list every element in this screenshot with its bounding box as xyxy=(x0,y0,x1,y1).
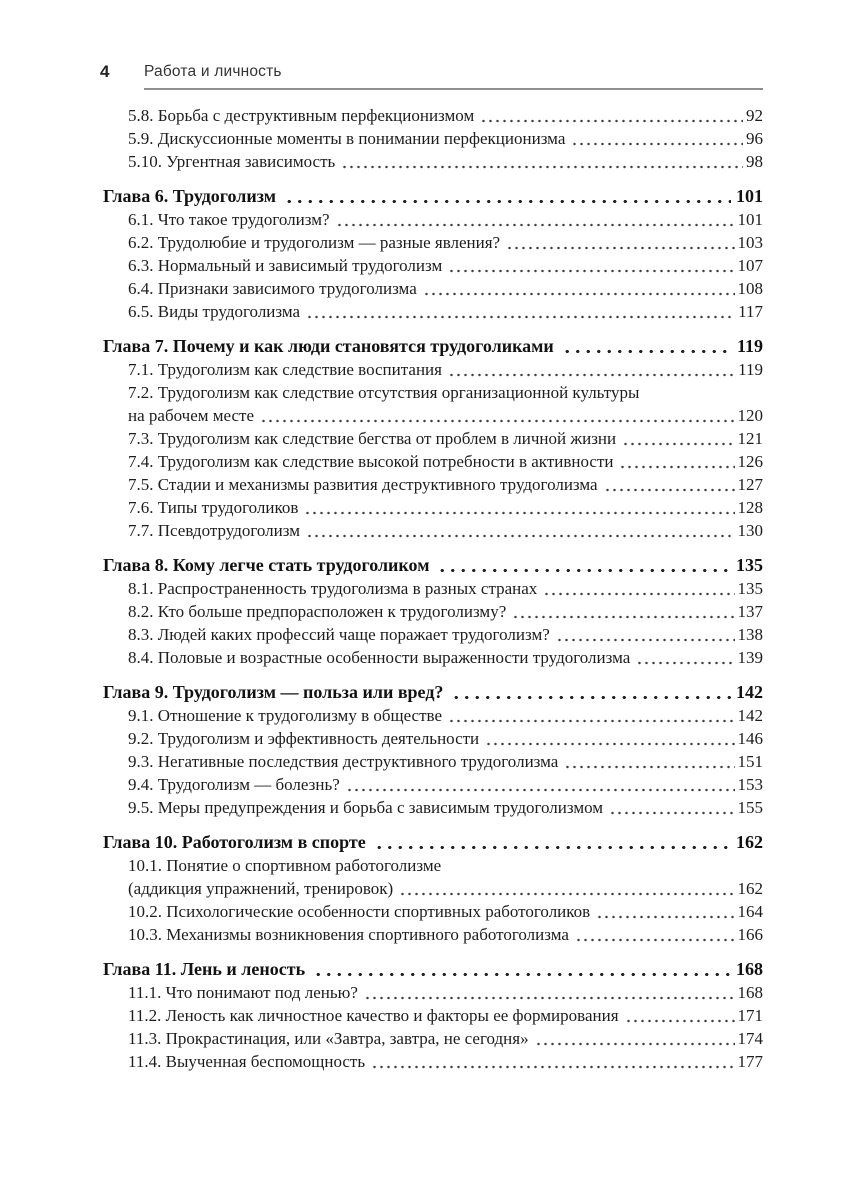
toc-entry xyxy=(103,429,763,449)
toc-entry xyxy=(103,1029,763,1049)
leader-dots xyxy=(449,681,733,703)
leader-dots xyxy=(541,579,736,599)
entry-page-number: 142 xyxy=(736,682,763,702)
entry-page-number: 128 xyxy=(737,498,763,517)
leader-dots xyxy=(372,831,733,853)
leader-dots xyxy=(304,521,737,541)
toc-entry xyxy=(103,681,763,703)
entry-title: 11.4. Выученная беспомощность xyxy=(128,1052,366,1071)
entry-title: 10.1. Понятие о спортивном работоголизме xyxy=(128,856,442,875)
entry-page-number: 119 xyxy=(736,336,763,356)
entry-page-number: 117 xyxy=(738,302,763,321)
entry-title: 6.1. Что такое трудоголизм? xyxy=(128,210,330,229)
entry-page-number: 155 xyxy=(737,798,763,817)
entry-page-number: 130 xyxy=(737,521,763,540)
toc-entry xyxy=(103,925,763,945)
toc-entry xyxy=(103,775,763,795)
leader-dots xyxy=(510,602,736,622)
toc-entry-first-line xyxy=(103,383,763,403)
entry-title: 5.8. Борьба с деструктивным перфекционизмом xyxy=(128,106,475,125)
entry-page-number: 96 xyxy=(746,129,763,148)
leader-dots xyxy=(533,1029,737,1049)
leader-dots xyxy=(344,775,737,795)
entry-page-number: 164 xyxy=(737,902,763,921)
entry-page-number: 135 xyxy=(736,555,763,575)
toc-entry xyxy=(103,302,763,322)
entry-title: 7.6. Типы трудоголиков xyxy=(128,498,299,517)
leader-dots xyxy=(362,983,737,1003)
entry-title: 6.4. Признаки зависимого трудоголизма xyxy=(128,279,417,298)
leader-dots xyxy=(446,256,736,276)
entry-title: 11.3. Прокрастинация, или «Завтра, завтра, не сегодня» xyxy=(128,1029,529,1048)
entry-title: 8.3. Людей каких профессий чаще поражает трудоголизм? xyxy=(128,625,550,644)
leader-dots xyxy=(573,925,737,945)
toc-entry xyxy=(103,106,763,126)
entry-title: 8.1. Распространенность трудоголизма в разных странах xyxy=(128,579,538,598)
entry-page-number: 153 xyxy=(737,775,763,794)
entry-page-number: 146 xyxy=(737,729,763,748)
toc-entry xyxy=(103,729,763,749)
entry-title: Глава 8. Кому легче стать трудоголиком xyxy=(103,555,430,575)
toc-entry xyxy=(103,360,763,380)
entry-page-number: 98 xyxy=(746,152,763,171)
entry-page-number: 103 xyxy=(737,233,763,252)
entry-page-number: 119 xyxy=(738,360,763,379)
entry-page-number: 174 xyxy=(737,1029,763,1048)
entry-page-number: 121 xyxy=(737,429,763,448)
leader-dots xyxy=(435,554,733,576)
entry-title: 7.2. Трудоголизм как следствие отсутствия организационной культуры xyxy=(128,383,640,402)
entry-title: 7.7. Псевдотрудоголизм xyxy=(128,521,300,540)
toc-entry xyxy=(103,521,763,541)
entry-title: Глава 6. Трудоголизм xyxy=(103,186,277,206)
page-header xyxy=(100,62,763,90)
toc-entry xyxy=(103,554,763,576)
toc-entry-first-line xyxy=(103,856,763,876)
folio-page-number: 4 xyxy=(100,62,110,81)
leader-dots xyxy=(504,233,736,253)
entry-page-number: 166 xyxy=(737,925,763,944)
entry-page-number: 151 xyxy=(737,752,763,771)
toc-entry xyxy=(103,752,763,772)
leader-dots xyxy=(562,752,736,772)
leader-dots xyxy=(311,958,733,980)
entry-page-number: 162 xyxy=(737,879,763,898)
leader-dots xyxy=(607,798,736,818)
toc-entry xyxy=(103,706,763,726)
toc-entry xyxy=(103,498,763,518)
entry-title: 10.3. Механизмы возникновения спортивного работоголизма xyxy=(128,925,569,944)
entry-title: 7.1. Трудоголизм как следствие воспитания xyxy=(128,360,442,379)
entry-page-number: 108 xyxy=(737,279,763,298)
toc-entry xyxy=(103,129,763,149)
entry-page-number: 162 xyxy=(736,832,763,852)
toc-entry xyxy=(103,256,763,276)
leader-dots xyxy=(569,129,745,149)
entry-title: 9.1. Отношение к трудоголизму в обществе xyxy=(128,706,443,725)
toc-entry xyxy=(103,185,763,207)
entry-title: 9.2. Трудоголизм и эффективность деятельности xyxy=(128,729,480,748)
toc-entry xyxy=(103,1052,763,1072)
entry-title: 9.5. Меры предупреждения и борьба с зависимым трудоголизмом xyxy=(128,798,604,817)
entry-page-number: 137 xyxy=(737,602,763,621)
toc-entry xyxy=(103,983,763,1003)
leader-dots xyxy=(421,279,737,299)
entry-title: 11.1. Что понимают под ленью? xyxy=(128,983,358,1002)
leader-dots xyxy=(623,1006,737,1026)
leader-dots xyxy=(339,152,745,172)
toc-entry xyxy=(103,648,763,668)
entry-page-number: 101 xyxy=(737,210,763,229)
toc-entry xyxy=(103,233,763,253)
entry-page-number: 142 xyxy=(737,706,763,725)
toc-entry xyxy=(103,625,763,645)
entry-title: 5.9. Дискуссионные моменты в понимании перфекционизма xyxy=(128,129,566,148)
leader-dots xyxy=(560,335,734,357)
entry-page-number: 171 xyxy=(737,1006,763,1025)
toc-entry xyxy=(103,831,763,853)
leader-dots xyxy=(334,210,737,230)
toc-entry xyxy=(103,902,763,922)
entry-title: Глава 11. Лень и леность xyxy=(103,959,306,979)
entry-title: 10.2. Психологические особенности спортивных работоголиков xyxy=(128,902,591,921)
leader-dots xyxy=(369,1052,736,1072)
leader-dots xyxy=(602,475,737,495)
toc-list xyxy=(103,103,763,1072)
leader-dots xyxy=(446,360,737,380)
leader-dots xyxy=(594,902,736,922)
entry-page-number: 127 xyxy=(737,475,763,494)
entry-title: 8.2. Кто больше предпорасположен к трудоголизму? xyxy=(128,602,507,621)
entry-title: 6.5. Виды трудоголизма xyxy=(128,302,301,321)
toc-entry xyxy=(103,152,763,172)
leader-dots xyxy=(483,729,736,749)
header-rule xyxy=(144,63,763,90)
leader-dots xyxy=(634,648,736,668)
entry-title: 9.3. Негативные последствия деструктивного трудоголизма xyxy=(128,752,559,771)
entry-page-number: 168 xyxy=(737,983,763,1002)
entry-title: Глава 7. Почему и как люди становятся трудоголиками xyxy=(103,336,554,356)
entry-page-number: 138 xyxy=(737,625,763,644)
toc-entry xyxy=(103,335,763,357)
leader-dots xyxy=(304,302,737,322)
entry-title: 11.2. Леность как личностное качество и факторы ее формирования xyxy=(128,1006,619,1025)
entry-title: 6.3. Нормальный и зависимый трудоголизм xyxy=(128,256,443,275)
toc-entry xyxy=(103,475,763,495)
leader-dots xyxy=(617,452,736,472)
leader-dots xyxy=(446,706,736,726)
toc-entry xyxy=(103,798,763,818)
entry-title: 9.4. Трудоголизм — болезнь? xyxy=(128,775,340,794)
toc-entry xyxy=(103,210,763,230)
toc-entry xyxy=(103,406,763,426)
entry-title: на рабочем месте xyxy=(128,406,254,425)
leader-dots xyxy=(554,625,737,645)
entry-page-number: 126 xyxy=(737,452,763,471)
entry-title: 7.5. Стадии и механизмы развития деструктивного трудоголизма xyxy=(128,475,598,494)
toc-entry xyxy=(103,579,763,599)
entry-page-number: 92 xyxy=(746,106,763,125)
leader-dots xyxy=(302,498,736,518)
running-title: Работа и личность xyxy=(144,63,282,80)
toc-entry xyxy=(103,1006,763,1026)
entry-title: 5.10. Ургентная зависимость xyxy=(128,152,336,171)
leader-dots xyxy=(397,879,736,899)
toc-entry xyxy=(103,879,763,899)
entry-title: 7.3. Трудоголизм как следствие бегства от проблем в личной жизни xyxy=(128,429,617,448)
leader-dots xyxy=(282,185,733,207)
entry-title: 8.4. Половые и возрастные особенности выраженности трудоголизма xyxy=(128,648,631,667)
entry-page-number: 168 xyxy=(736,959,763,979)
toc-entry xyxy=(103,452,763,472)
entry-title: Глава 9. Трудоголизм — польза или вред? xyxy=(103,682,444,702)
entry-page-number: 120 xyxy=(737,406,763,425)
entry-title: 7.4. Трудоголизм как следствие высокой потребности в активности xyxy=(128,452,614,471)
leader-dots xyxy=(478,106,745,126)
entry-title: 6.2. Трудолюбие и трудоголизм — разные явления? xyxy=(128,233,501,252)
toc-entry xyxy=(103,602,763,622)
entry-title: (аддикция упражнений, тренировок) xyxy=(128,879,394,898)
leader-dots xyxy=(620,429,736,449)
entry-page-number: 139 xyxy=(737,648,763,667)
toc-entry xyxy=(103,958,763,980)
toc-entry xyxy=(103,279,763,299)
entry-page-number: 107 xyxy=(737,256,763,275)
leader-dots xyxy=(258,406,737,426)
entry-page-number: 177 xyxy=(737,1052,763,1071)
entry-page-number: 135 xyxy=(737,579,763,598)
entry-title: Глава 10. Работоголизм в спорте xyxy=(103,832,366,852)
entry-page-number: 101 xyxy=(736,186,763,206)
